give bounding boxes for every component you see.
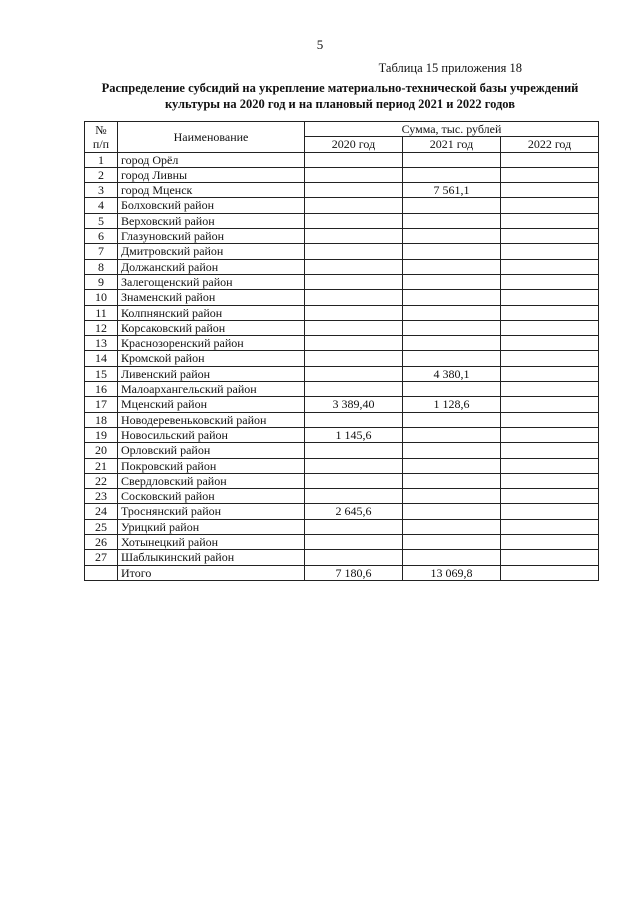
page-number: 5 [316, 37, 324, 52]
row-value-2021 [403, 198, 501, 213]
row-value-2020 [305, 443, 403, 458]
row-value-2022 [501, 274, 599, 289]
row-number: 24 [85, 504, 118, 519]
row-number: 16 [85, 382, 118, 397]
table-row [85, 152, 599, 167]
row-value-2021 [403, 473, 501, 488]
row-number: 12 [85, 320, 118, 335]
row-value-2021 [403, 427, 501, 442]
row-number: 7 [85, 244, 118, 259]
row-name: Новодеревеньковский район [118, 412, 305, 427]
row-number: 13 [85, 336, 118, 351]
row-number: 19 [85, 427, 118, 442]
row-number: 3 [85, 183, 118, 198]
table-row [85, 198, 599, 213]
row-value-2021 [403, 229, 501, 244]
row-number: 2 [85, 167, 118, 182]
table-row [85, 535, 599, 550]
row-value-2021 [403, 412, 501, 427]
row-number: 27 [85, 550, 118, 565]
table-row [85, 351, 599, 366]
row-value-2020 [305, 167, 403, 182]
row-value-2022 [501, 351, 599, 366]
row-value-2022 [501, 519, 599, 534]
row-value-2020 [305, 259, 403, 274]
header-year-2021: 2021 год [403, 137, 501, 152]
total-2020: 7 180,6 [305, 565, 403, 580]
table-row [85, 183, 599, 198]
row-number: 18 [85, 412, 118, 427]
row-value-2022 [501, 550, 599, 565]
row-value-2021 [403, 290, 501, 305]
row-name: Урицкий район [118, 519, 305, 534]
row-value-2022 [501, 320, 599, 335]
table-row [85, 274, 599, 289]
row-value-2021 [403, 167, 501, 182]
row-value-2021 [403, 259, 501, 274]
table-row [85, 336, 599, 351]
row-name: Троснянский район [118, 504, 305, 519]
row-number: 15 [85, 366, 118, 381]
header-num-line2: п/п [92, 136, 110, 151]
total-row [85, 565, 599, 580]
table-row [85, 213, 599, 228]
row-name: Верховский район [118, 213, 305, 228]
row-value-2020: 3 389,40 [305, 397, 403, 412]
row-value-2020 [305, 305, 403, 320]
row-number: 11 [85, 305, 118, 320]
row-value-2022 [501, 290, 599, 305]
row-value-2020: 1 145,6 [305, 427, 403, 442]
table-row [85, 519, 599, 534]
table-row [85, 443, 599, 458]
row-number: 26 [85, 535, 118, 550]
row-value-2021 [403, 351, 501, 366]
row-value-2021 [403, 489, 501, 504]
title-line-2: культуры на 2020 год и на плановый период 2021 и 2022 годов [164, 97, 515, 111]
row-value-2021 [403, 320, 501, 335]
row-value-2022 [501, 504, 599, 519]
row-number: 20 [85, 443, 118, 458]
total-num [85, 565, 118, 580]
row-value-2021 [403, 382, 501, 397]
row-number: 9 [85, 274, 118, 289]
row-value-2020 [305, 473, 403, 488]
row-name: Покровский район [118, 458, 305, 473]
row-value-2021 [403, 550, 501, 565]
row-value-2022 [501, 443, 599, 458]
total-label: Итого [118, 565, 305, 580]
row-value-2020 [305, 458, 403, 473]
table-body [85, 152, 599, 580]
row-number: 10 [85, 290, 118, 305]
table-row [85, 382, 599, 397]
row-number: 5 [85, 213, 118, 228]
subsidy-table [84, 121, 599, 581]
row-value-2021 [403, 274, 501, 289]
row-value-2021 [403, 458, 501, 473]
row-value-2020 [305, 336, 403, 351]
row-name: Орловский район [118, 443, 305, 458]
row-value-2022 [501, 305, 599, 320]
row-number: 1 [85, 152, 118, 167]
title-line-1: Распределение субсидий на укрепление материально-технической базы учреждений [101, 81, 579, 95]
row-name: Мценский район [118, 397, 305, 412]
row-number: 14 [85, 351, 118, 366]
document-title [80, 80, 600, 112]
row-value-2021 [403, 443, 501, 458]
row-name: Сосковский район [118, 489, 305, 504]
row-value-2022 [501, 382, 599, 397]
table-row [85, 244, 599, 259]
table-row [85, 504, 599, 519]
table-row [85, 167, 599, 182]
row-value-2022 [501, 397, 599, 412]
row-name: город Мценск [118, 183, 305, 198]
total-2022 [501, 565, 599, 580]
row-value-2020 [305, 351, 403, 366]
row-value-2020 [305, 519, 403, 534]
row-value-2021 [403, 504, 501, 519]
row-value-2021: 4 380,1 [403, 366, 501, 381]
row-value-2020 [305, 550, 403, 565]
table-row [85, 412, 599, 427]
row-value-2022 [501, 412, 599, 427]
row-value-2020 [305, 213, 403, 228]
header-num [85, 122, 118, 153]
row-number: 17 [85, 397, 118, 412]
row-name: Хотынецкий район [118, 535, 305, 550]
header-year-2022: 2022 год [501, 137, 599, 152]
table-row [85, 229, 599, 244]
row-name: Дмитровский район [118, 244, 305, 259]
row-value-2022 [501, 183, 599, 198]
table-row [85, 366, 599, 381]
row-value-2022 [501, 336, 599, 351]
table-row [85, 473, 599, 488]
row-value-2021 [403, 519, 501, 534]
row-number: 23 [85, 489, 118, 504]
row-number: 22 [85, 473, 118, 488]
row-name: Шаблыкинский район [118, 550, 305, 565]
row-value-2022 [501, 244, 599, 259]
row-value-2020 [305, 489, 403, 504]
row-value-2021: 1 128,6 [403, 397, 501, 412]
row-value-2022 [501, 366, 599, 381]
row-value-2020 [305, 535, 403, 550]
row-value-2022 [501, 167, 599, 182]
row-value-2021: 7 561,1 [403, 183, 501, 198]
table-row [85, 290, 599, 305]
row-value-2022 [501, 152, 599, 167]
row-value-2020 [305, 320, 403, 335]
table-row [85, 427, 599, 442]
table-row [85, 320, 599, 335]
row-value-2022 [501, 535, 599, 550]
row-value-2021 [403, 213, 501, 228]
row-number: 25 [85, 519, 118, 534]
row-value-2020 [305, 244, 403, 259]
row-name: Малоархангельский район [118, 382, 305, 397]
row-value-2021 [403, 535, 501, 550]
row-value-2020 [305, 382, 403, 397]
header-name: Наименование [118, 122, 305, 153]
table-row [85, 550, 599, 565]
table-row [85, 458, 599, 473]
row-value-2020 [305, 412, 403, 427]
row-name: Свердловский район [118, 473, 305, 488]
row-value-2020 [305, 274, 403, 289]
row-value-2022 [501, 229, 599, 244]
row-number: 21 [85, 458, 118, 473]
table-row [85, 259, 599, 274]
row-name: Залегощенский район [118, 274, 305, 289]
row-value-2020 [305, 229, 403, 244]
total-2021: 13 069,8 [403, 565, 501, 580]
table-row [85, 489, 599, 504]
header-sum: Сумма, тыс. рублей [305, 122, 599, 137]
row-value-2021 [403, 305, 501, 320]
row-value-2020 [305, 183, 403, 198]
row-value-2021 [403, 244, 501, 259]
row-value-2022 [501, 473, 599, 488]
row-value-2021 [403, 152, 501, 167]
row-number: 6 [85, 229, 118, 244]
row-value-2020 [305, 366, 403, 381]
row-value-2020: 2 645,6 [305, 504, 403, 519]
row-value-2022 [501, 198, 599, 213]
row-name: город Ливны [118, 167, 305, 182]
row-value-2022 [501, 427, 599, 442]
row-value-2022 [501, 213, 599, 228]
header-year-2020: 2020 год [305, 137, 403, 152]
row-name: Колпнянский район [118, 305, 305, 320]
table-reference: Таблица 15 приложения 18 [378, 61, 522, 75]
row-name: Знаменский район [118, 290, 305, 305]
row-name: Кромской район [118, 351, 305, 366]
row-name: Ливенский район [118, 366, 305, 381]
row-value-2020 [305, 290, 403, 305]
row-number: 4 [85, 198, 118, 213]
row-value-2022 [501, 489, 599, 504]
row-name: Краснозоренский район [118, 336, 305, 351]
row-name: Новосильский район [118, 427, 305, 442]
table-row [85, 397, 599, 412]
row-name: Глазуновский район [118, 229, 305, 244]
row-value-2021 [403, 336, 501, 351]
row-name: город Орёл [118, 152, 305, 167]
row-name: Должанский район [118, 259, 305, 274]
row-name: Корсаковский район [118, 320, 305, 335]
row-value-2022 [501, 458, 599, 473]
header-row-1 [85, 122, 599, 137]
row-value-2020 [305, 152, 403, 167]
row-value-2022 [501, 259, 599, 274]
table-row [85, 305, 599, 320]
row-value-2020 [305, 198, 403, 213]
row-name: Болховский район [118, 198, 305, 213]
header-num-line1: № [95, 122, 107, 137]
row-number: 8 [85, 259, 118, 274]
